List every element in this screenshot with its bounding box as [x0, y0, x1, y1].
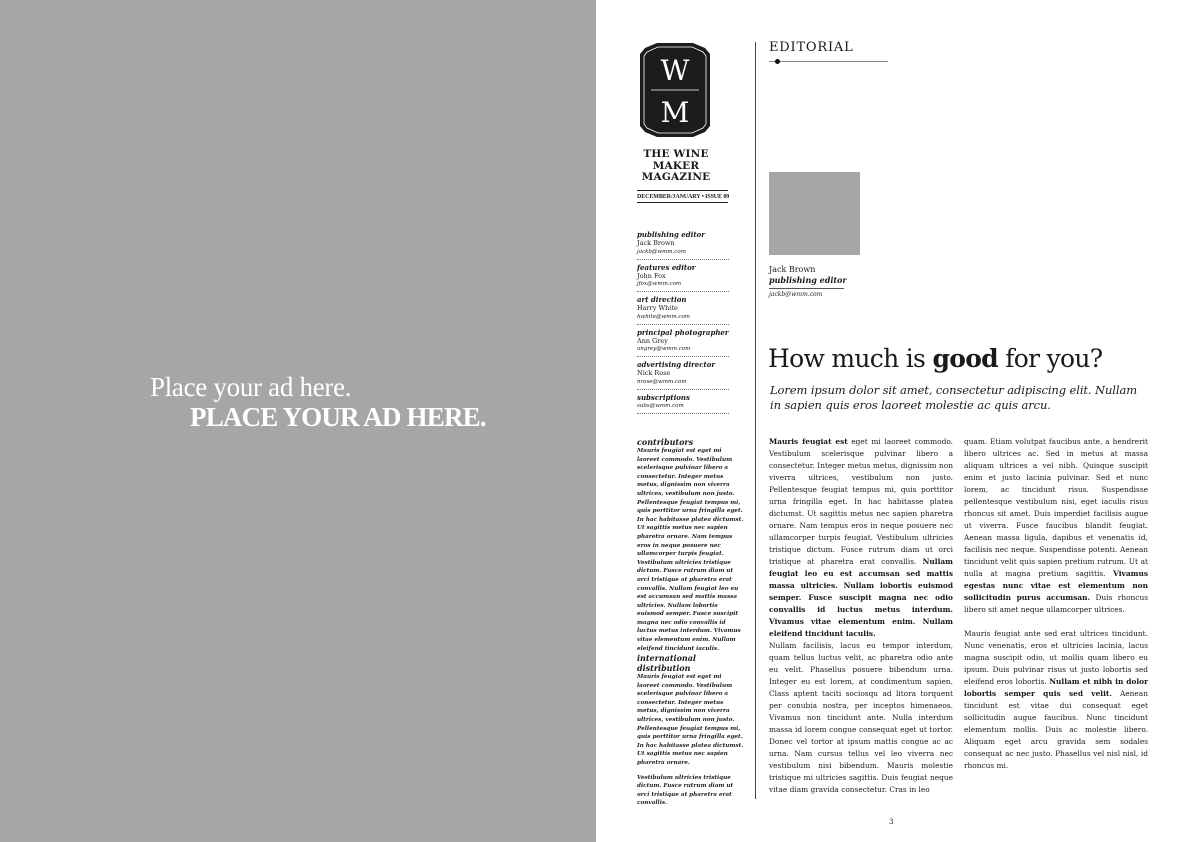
body-bold-text: Vivamus egestas nunc vitae est elementum non sollicitudin purus accumsan.	[964, 569, 1148, 602]
body-bold-text: Nullam et nibh in dolor lobortis semper quis sed velit.	[964, 677, 1148, 698]
masthead-email: hwhite@wmm.com	[637, 313, 691, 320]
body-text: eget mi laoreet commodo. Vestibulum scelerisque pulvinar libero a consectetur. Integer metus metus, dignissim non viverra ultrices, vestibulum non justo. Pellentesque feugiat tempus mi, quis porttitor urna fringilla eget. In hac habitasse platea dictumst. Ut sagittis metus nec sapien pharetra ornare. Nam tempus eros in neque posuere nec ullamcorper turpis feugiat. Vestibulum ultricies tristique dictum. Fusce rutrum diam ut orci tristique at pharetra erat convallis.	[769, 437, 953, 566]
body-paragraph	[769, 436, 953, 640]
masthead-role: features editor	[637, 262, 696, 272]
distribution-heading: international distribution	[637, 653, 696, 673]
masthead-name: Ann Grey	[637, 336, 668, 345]
distribution-text-2: Vestibulum ultricies tristique dictum. Fusce rutrum diam ut orci tristique at pharetra erat convallis.	[637, 774, 734, 807]
editor-role: publishing editor	[769, 275, 847, 285]
masthead-email: jackb@wmm.com	[637, 248, 686, 255]
masthead-entry	[637, 328, 729, 358]
masthead	[637, 230, 729, 417]
body-column-1	[769, 436, 953, 796]
masthead-email: nrose@wmm.com	[637, 378, 687, 385]
page-number: 3	[889, 818, 894, 826]
contributors-text: Mauris feugiat est eget mi laoreet commodo. Vestibulum scelerisque pulvinar libero a consectetur. Integer metus metus, dignissim non viverra ultrices, vestibulum non justo. Pellentesque feugiat tempus mi, quis porttitor urna fringilla eget. In hac habitasse platea dictumst. Ut sagittis metus nec sapien pharetra ornare. Nam tempus eros in neque posuere nec ullamcorper turpis feugiat. Vestibulum ultricies tristique dictum. Fusce rutrum diam ut orci tristique at pharetra erat convallis. Nullam feugiat leo eu est accumsan sed mattis massa ultricies. Nullam lobortis euismod semper. Fusce suscipit magna nec odio convallis id luctus metus interdum. Vivamus vitae elementum enim. Nullam eleifend tincidunt iaculis.	[637, 448, 744, 652]
masthead-role: subscriptions	[637, 392, 690, 402]
body-bold-text: Nullam feugiat leo eu est accumsan sed mattis massa ultricies. Nullam lobortis euismod semper. Fusce suscipit magna nec odio convallis id luctus metus interdum. Vivamus vitae elementum enim. Nullam eleifend tincidunt iaculis.	[769, 557, 953, 638]
masthead-role: principal photographer	[637, 327, 729, 337]
masthead-name: Jack Brown	[637, 239, 675, 247]
body-text: quam. Etiam volutpat faucibus ante, a hendrerit libero ultrices ac. Sed in metus at massa aliquam ultrices a vel nibh. Quisque suscipit enim et justo lacinia pulvinar. Sed et nunc lorem, ac tincidunt risus. Suspendisse pellentesque vestibulum nisi, eget iaculis risus rhoncus sit amet. Duis imperdiet facilisis augue ut viverra. Fusce faucibus blandit feugiat. Aenean massa ligula, dapibus et venenatis id, facilisis nec neque. Suspendisse potenti. Aenean tincidunt velit quis sapien pretium rutrum. Ut at nulla at magna pretium sagittis.	[964, 437, 1148, 578]
ad-text-regular: Place your ad here.	[150, 372, 352, 402]
editor-name: Jack Brown	[769, 265, 816, 274]
distribution-section	[637, 653, 745, 808]
distribution-text: Mauris feugiat est eget mi laoreet commodo. Vestibulum scelerisque pulvinar libero a consectetur. Integer metus metus, dignissim non viverra ultrices, vestibulum non justo. Pellentesque feugiat tempus mi, quis porttitor urna fringilla eget. In hac habitasse platea dictumst. Ut sagittis metus nec sapien pharetra ornare.	[637, 674, 744, 766]
body-lead: Mauris feugiat est	[769, 437, 848, 446]
masthead-role: publishing editor	[637, 230, 705, 239]
body-text: Aenean tincidunt est vitae dui consequat eget sollicitudin augue faucibus. Nunc tincidunt elementum mollis. Duis ac molestie libero. Aliquam eget arcu gravida sem sodales consequat ac nec justo. Phasellus vel nisl nisl, id rhoncus mi.	[964, 689, 1148, 770]
body-text: Mauris feugiat ante sed erat ultrices tincidunt. Nunc venenatis, eros et ultricies lacinia, lacus magna suscipit odio, ut mollis quam libero eu ipsum. Duis pulvinar risus ut justo lobortis sed eleifend eros lobortis.	[964, 629, 1148, 686]
body-paragraph	[769, 640, 953, 796]
masthead-email: jfox@wmm.com	[637, 281, 682, 287]
article-deck: Lorem ipsum dolor sit amet, consectetur adipiscing elit. Nullam in sapien quis eros laoreet molestie ac quis arcu.	[770, 383, 1138, 412]
headline-part: for you?	[997, 344, 1103, 373]
masthead-entry	[637, 360, 729, 390]
section-rule	[769, 61, 888, 62]
body-column-2	[964, 436, 1148, 772]
masthead-role: art direction	[637, 295, 687, 304]
magazine-title: THE WINE MAKER MAGAZINE	[641, 148, 711, 183]
logo-letter-w: W	[660, 54, 690, 87]
editor-email: jackb@wmm.com	[769, 291, 823, 298]
contributors-section	[637, 437, 745, 653]
article-headline	[768, 344, 1102, 373]
masthead-entry-subscriptions	[637, 393, 729, 414]
masthead-role: advertising director	[637, 360, 716, 369]
section-label: EDITORIAL	[769, 40, 854, 55]
headline-emphasis: good	[932, 344, 998, 373]
contributors-heading: contributors	[637, 437, 694, 447]
logo-letter-m: M	[660, 96, 690, 129]
masthead-name: Harry White	[637, 304, 678, 312]
masthead-name: Nick Rose	[637, 369, 671, 377]
headline-part: How much is	[768, 344, 933, 373]
body-text: Nullam facilisis, lacus eu tempor interdum, quam tellus luctus velit, ac pharetra odio ante eu velit. Phasellus posuere bibendum urna. Integer eu est lorem, at condimentum sapien. Class aptent taciti sociosqu ad litora torquent per conubia nostra, per inceptos himenaeos. Vivamus non tincidunt ante. Nulla interdum massa id lorem congue consequat eget ut tortor. Donec vel tortor at ipsum mattis congue ac ac urna. Nam cursus tellus vel leo viverra nec vestibulum nisi bibendum. Mauris molestie tristique mi ultricies sagittis. Duis feugiat neque vitae diam gravida consectetur. Cras in leo	[769, 641, 953, 794]
masthead-name: John Fox	[637, 271, 666, 280]
editor-photo-placeholder	[769, 172, 860, 255]
wine-maker-logo	[639, 42, 711, 138]
masthead-entry	[637, 230, 729, 260]
ad-text-bold: PLACE YOUR AD HERE.	[190, 402, 486, 432]
editor-rule	[769, 288, 844, 289]
column-divider	[755, 42, 756, 799]
masthead-email: angrey@wmm.com	[637, 346, 691, 352]
masthead-entry	[637, 295, 729, 325]
issue-line: DECEMBER/JANUARY • ISSUE 09	[637, 190, 728, 203]
masthead-email: subs@wmm.com	[637, 402, 684, 409]
body-text: Duis rhoncus libero sit amet neque ullamcorper ultrices.	[964, 593, 1148, 614]
body-paragraph	[964, 628, 1148, 772]
body-paragraph-continued	[964, 436, 1148, 616]
masthead-entry	[637, 263, 729, 293]
section-dot	[775, 59, 780, 64]
